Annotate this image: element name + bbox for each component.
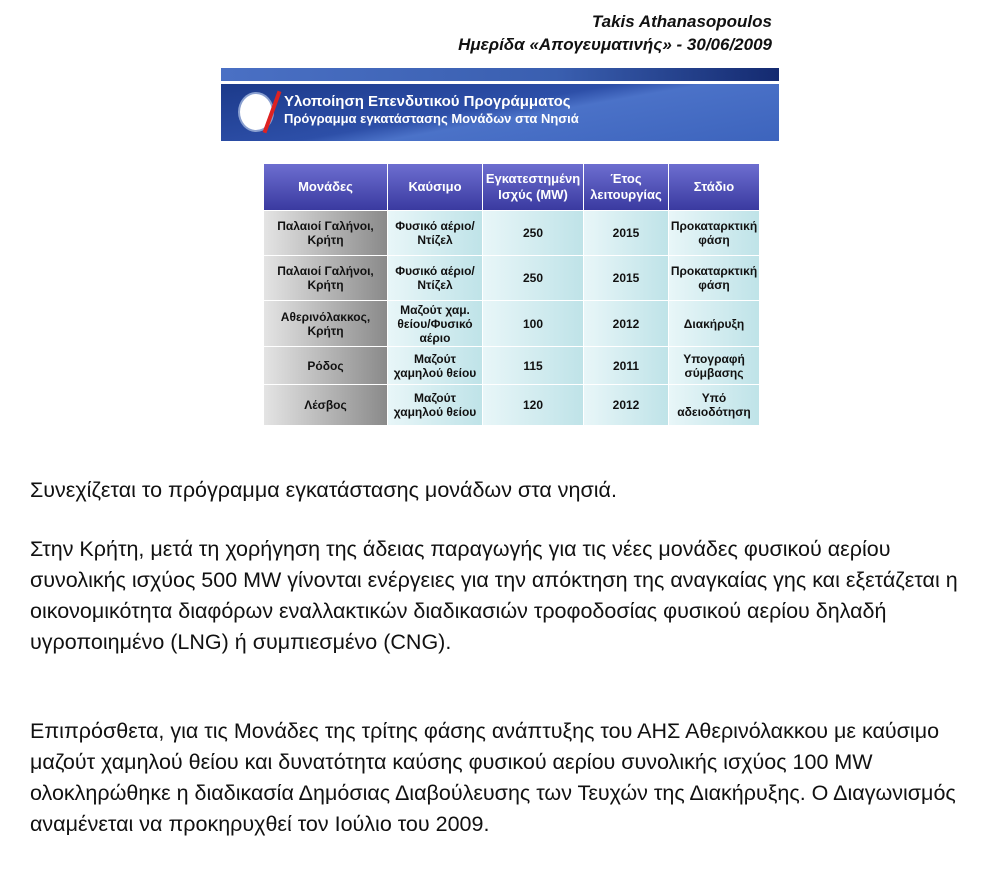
table-cell: Φυσικό αέριο/Ντίζελ [388, 211, 482, 255]
table-row [264, 256, 759, 300]
column-header: Εγκατεστημένη Ισχύς (MW) [483, 164, 583, 210]
table-row [264, 385, 759, 425]
units-table [263, 163, 760, 426]
column-header: Έτος λειτουργίας [584, 164, 668, 210]
table-cell: Μαζούτ χαμ. θείου/Φυσικό αέριο [388, 301, 482, 346]
table-row [264, 301, 759, 346]
table-cell: Προκαταρκτική φάση [669, 211, 759, 255]
table-cell: 250 [483, 256, 583, 300]
paragraph-2: Στην Κρήτη, μετά τη χορήγηση της άδειας παραγωγής για τις νέες μονάδες φυσικού αερίου συνολικής ισχύος 500 MW γίνονται ενέργειες για την απόκτηση της αναγκαίας γης και εξετάζεται η οικονομικότητα διαφόρων εναλλακτικών διαδικασιών τροφοδοσίας φυσικού αερίου δηλαδή υγροποιημένο (LNG) ή συμπιεσμένο (CNG). [30, 537, 958, 654]
column-header: Μονάδες [264, 164, 387, 210]
table-cell: Υπογραφή σύμβασης [669, 347, 759, 384]
table-row [264, 211, 759, 255]
table-cell: 2011 [584, 347, 668, 384]
table-row [264, 347, 759, 384]
table-cell: Λέσβος [264, 385, 387, 425]
author: Takis Athanasopoulos [591, 12, 772, 31]
table-cell: 2015 [584, 211, 668, 255]
table-cell: Παλαιοί Γαλήνοι, Κρήτη [264, 256, 387, 300]
table-cell: Αθερινόλακκος, Κρήτη [264, 301, 387, 346]
table-cell: 120 [483, 385, 583, 425]
table-cell: Μαζούτ χαμηλού θείου [388, 385, 482, 425]
table-cell: 2012 [584, 301, 668, 346]
table-cell: 250 [483, 211, 583, 255]
table-cell: Ρόδος [264, 347, 387, 384]
banner-top-bar [221, 68, 779, 81]
table-cell: Διακήρυξη [669, 301, 759, 346]
table-cell: 115 [483, 347, 583, 384]
paragraph-3: Επιπρόσθετα, για τις Μονάδες της τρίτης φάσης ανάπτυξης του ΑΗΣ Αθερινόλακκου με καύσιμο μαζούτ χαμηλού θείου και δυνατότητα καύσης φυσικού αερίου συνολικής ισχύος 100 MW ολοκληρώθηκε η διαδικασία Δημόσιας Διαβούλευσης των Τευχών της Διακήρυξης. Ο Διαγωνισμός αναμένεται να προκηρυχθεί τον Ιούλιο του 2009. [30, 719, 956, 836]
table-cell: Φυσικό αέριο/Ντίζελ [388, 256, 482, 300]
event-title: Ημερίδα «Απογευματινής» - 30/06/2009 [458, 35, 772, 54]
dei-logo-icon [238, 92, 274, 132]
banner [221, 84, 779, 141]
table-cell: Μαζούτ χαμηλού θείου [388, 347, 482, 384]
table-cell: Παλαιοί Γαλήνοι, Κρήτη [264, 211, 387, 255]
table-cell: 100 [483, 301, 583, 346]
banner-title: Υλοποίηση Επενδυτικού Προγράμματος [284, 93, 571, 110]
table-cell: Υπό αδειοδότηση [669, 385, 759, 425]
column-header: Στάδιο [669, 164, 759, 210]
paragraph-1: Συνεχίζεται το πρόγραμμα εγκατάστασης μονάδων στα νησιά. [30, 478, 617, 502]
table-cell: Προκαταρκτική φάση [669, 256, 759, 300]
banner-subtitle: Πρόγραμμα εγκατάστασης Μονάδων στα Νησιά [284, 111, 579, 126]
column-header: Καύσιμο [388, 164, 482, 210]
table-cell: 2015 [584, 256, 668, 300]
table-cell: 2012 [584, 385, 668, 425]
